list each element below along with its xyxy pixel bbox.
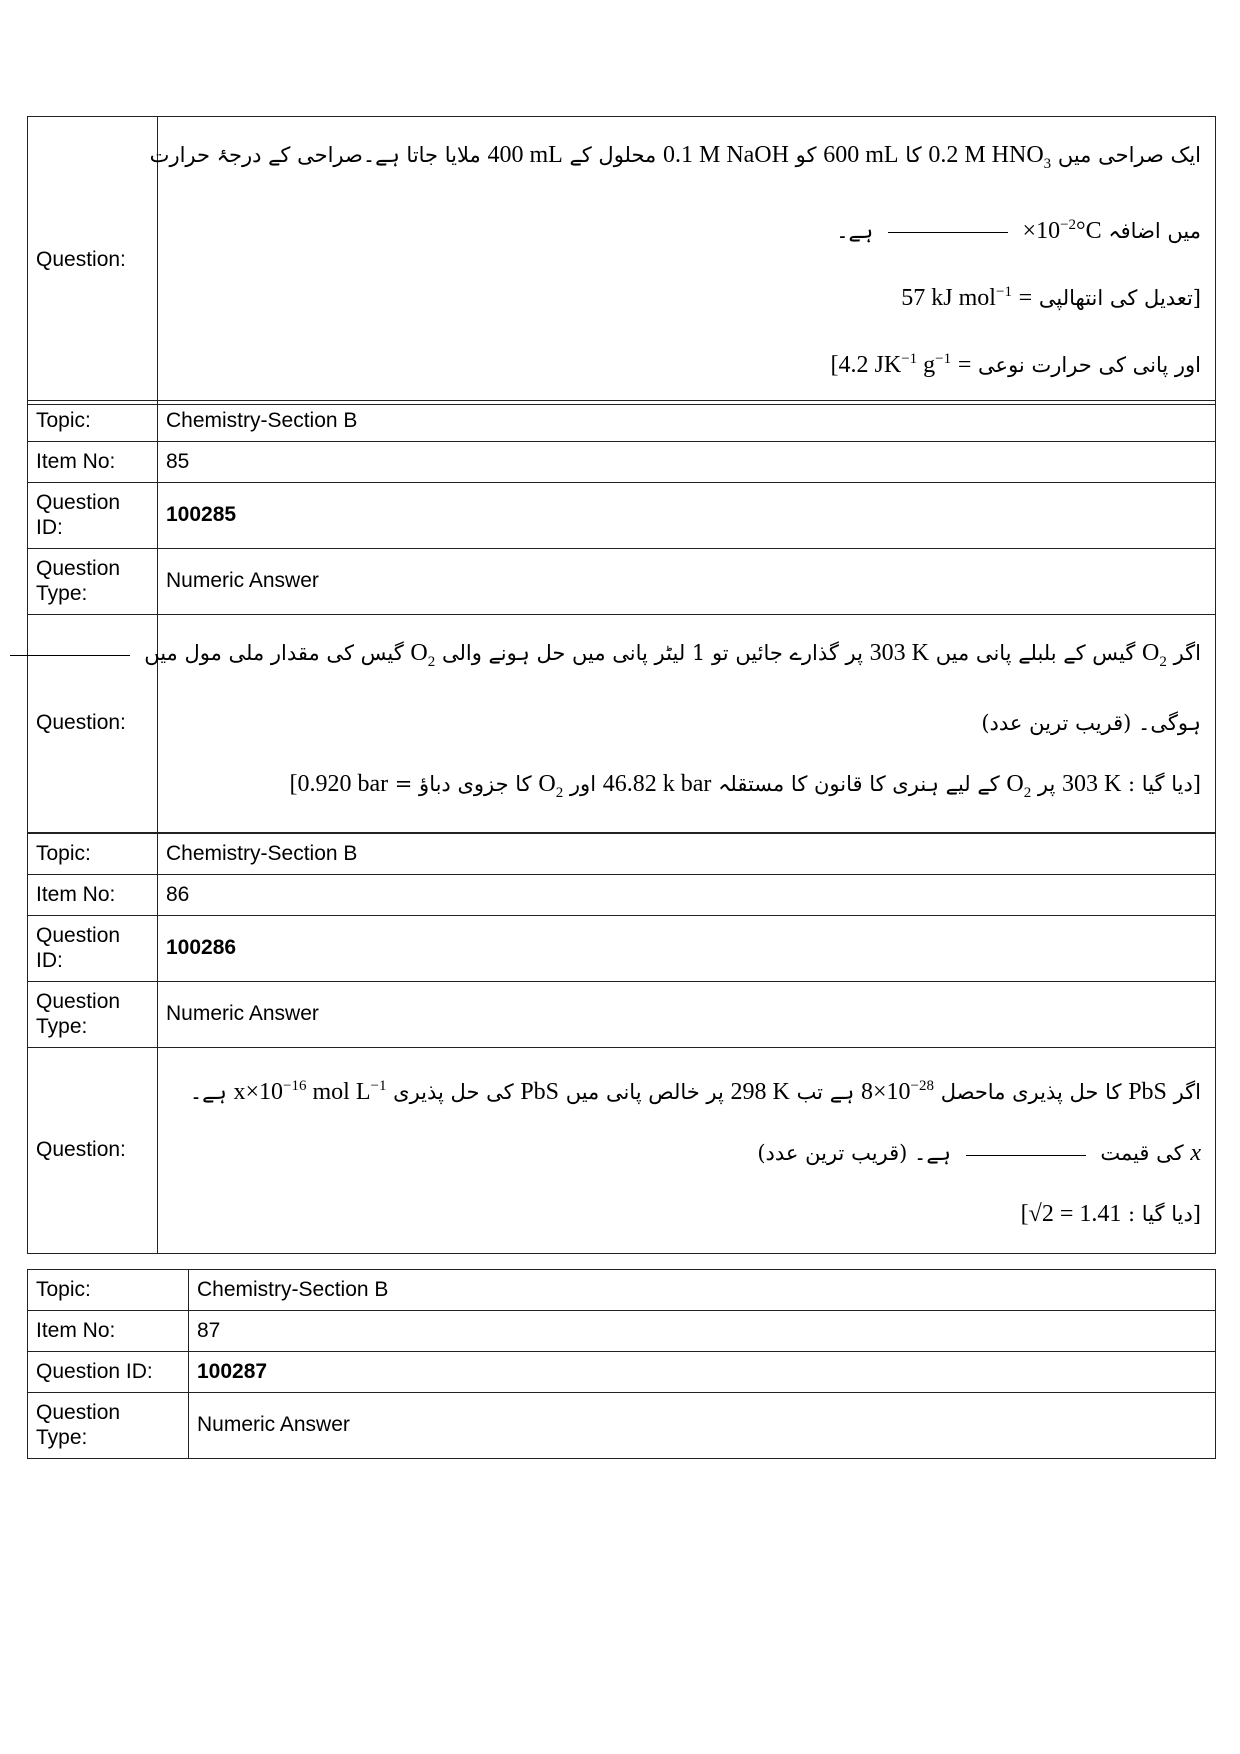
temperature: 303 K: [869, 640, 929, 666]
topic-value: Chemistry-Section B: [158, 401, 1216, 442]
urdu-text: میں اضافہ: [1108, 218, 1201, 243]
urdu-text: کی قیمت: [1100, 1141, 1184, 1165]
topic-label: Topic:: [28, 401, 158, 442]
pbs-formula: PbS: [520, 1079, 560, 1105]
question-block-87: [27, 1269, 1216, 1459]
henry-constant: 46.82 k bar: [602, 770, 712, 797]
question-label: Question:: [28, 117, 158, 405]
question-id-label: Question ID:: [28, 916, 158, 982]
o2-formula: $O_2$: [410, 640, 436, 670]
topic-label: Topic:: [28, 834, 158, 875]
question-body: [149, 117, 1216, 405]
urdu-text: ایک صراحی میں: [1057, 143, 1201, 167]
question-block-86: [27, 833, 1216, 1254]
conc-hno3: 0.2 M $HNO_3$: [928, 142, 1052, 172]
urdu-text: کا جزوی دباؤ =: [394, 771, 532, 796]
urdu-text: اور پانی کی حرارت نوعی: [978, 352, 1201, 377]
o2-formula: $O_2$: [1006, 770, 1032, 801]
volume-2: 400 mL: [487, 142, 563, 168]
urdu-text: پر گذارے جائیں تو 1 لیٹر پانی میں حل ہونے والی: [441, 641, 863, 665]
partial-pressure: [0.920 bar: [289, 770, 389, 797]
question-type-value: Numeric Answer: [189, 1393, 1216, 1459]
question-body: [144, 615, 1216, 833]
urdu-text: کی حل پذیری: [393, 1080, 514, 1104]
urdu-text: گیس کی مقدار ملی مول میں: [144, 641, 404, 665]
equals-sign: =: [957, 351, 972, 378]
question-label: Question:: [28, 615, 158, 833]
item-no-label: Item No:: [28, 442, 158, 483]
conc-naoh: 0.1 M NaOH: [662, 142, 789, 168]
urdu-text: محلول کے: [569, 143, 657, 167]
temperature: 303 K: [1062, 770, 1122, 797]
question-label: Question:: [28, 1048, 158, 1254]
question-type-label: Question Type:: [28, 549, 158, 615]
urdu-text: ہے تب: [796, 1080, 855, 1104]
solubility-product: $8\times 10^{-28}$: [861, 1078, 935, 1105]
question-line-3: [170, 1184, 1201, 1245]
pbs-formula: PbS: [1128, 1079, 1167, 1105]
urdu-text: کا حل پذیری ماحصل: [940, 1080, 1122, 1104]
solubility-value: $x\times 10^{-16}$ mol $L^{-1}$: [233, 1078, 387, 1105]
question-line-3: [170, 754, 1201, 824]
question-body: [158, 1048, 1216, 1254]
answer-blank: [888, 231, 1008, 233]
item-no-label: Item No:: [28, 1311, 189, 1352]
urdu-text: کا: [905, 143, 922, 167]
neutralization-enthalpy: 57 kJ mol$^{-1}$: [901, 283, 1012, 311]
volume-1: 600 mL: [823, 142, 899, 168]
urdu-text: ہے۔: [189, 1080, 227, 1104]
question-type-label: Question Type:: [28, 982, 158, 1048]
question-type-value: Numeric Answer: [158, 549, 1216, 615]
urdu-text: اگر: [1173, 1080, 1201, 1104]
question-block-84: [27, 116, 1216, 405]
equals-sign: =: [1018, 284, 1033, 311]
answer-blank: [966, 1154, 1086, 1156]
urdu-text: ہے۔: [836, 218, 874, 243]
question-line-2: [170, 1123, 1201, 1184]
sqrt2-value: [√2 = 1.41: [1020, 1201, 1122, 1227]
urdu-text: کو: [795, 143, 817, 167]
question-line-1: [149, 125, 1201, 195]
temperature: 298 K: [730, 1079, 790, 1105]
urdu-text: ہوگی۔ (قریب ترین عدد): [981, 710, 1201, 735]
question-line-2: [170, 195, 1201, 262]
urdu-text: گیس کے بلبلے پانی میں: [935, 641, 1136, 665]
question-type-value: Numeric Answer: [158, 982, 1216, 1048]
urdu-text: ملایا جاتا ہے۔صراحی کے درجۂ حرارت: [149, 143, 481, 167]
specific-heat: [4.2 $JK^{-1}$ $g^{-1}$: [830, 350, 952, 378]
question-block-85: [27, 400, 1216, 833]
urdu-text: اگر: [1173, 641, 1201, 665]
o2-formula: $O_2$: [1142, 640, 1167, 670]
item-no-label: Item No:: [28, 875, 158, 916]
urdu-text: پر خالص پانی میں: [565, 1080, 724, 1104]
question-line-4: [170, 329, 1201, 396]
urdu-text: اور: [569, 771, 597, 796]
question-line-1: [144, 623, 1201, 693]
urdu-text: کے لیے ہنری کا قانون کا مستقلہ: [718, 771, 1000, 796]
variable-x: x: [1190, 1140, 1201, 1166]
urdu-text: ہے۔ (قریب ترین عدد): [757, 1141, 951, 1165]
urdu-text: [دیا گیا :: [1128, 1202, 1201, 1226]
temp-rise-unit: $\times 10^{-2}^\circ C$: [1022, 216, 1102, 244]
item-no-value: 86: [158, 875, 1216, 916]
question-id-label: Question ID:: [28, 1352, 189, 1393]
item-no-value: 87: [189, 1311, 1216, 1352]
answer-blank: [10, 654, 130, 656]
question-id-label: Question ID:: [28, 483, 158, 549]
question-id-value: 100287: [189, 1352, 1216, 1393]
urdu-text: [دیا گیا :: [1128, 771, 1201, 796]
urdu-text: پر: [1037, 771, 1056, 796]
question-line-1: [170, 1056, 1201, 1123]
topic-value: Chemistry-Section B: [158, 834, 1216, 875]
question-type-label: Question Type:: [28, 1393, 189, 1459]
o2-formula: $O_2$: [538, 770, 564, 801]
topic-value: Chemistry-Section B: [189, 1270, 1216, 1311]
topic-label: Topic:: [28, 1270, 189, 1311]
item-no-value: 85: [158, 442, 1216, 483]
urdu-text: [تعدیل کی انتھالپی: [1038, 285, 1201, 310]
question-id-value: 100286: [158, 916, 1216, 982]
question-line-2: [170, 693, 1201, 754]
question-line-3: [170, 262, 1201, 329]
question-id-value: 100285: [158, 483, 1216, 549]
